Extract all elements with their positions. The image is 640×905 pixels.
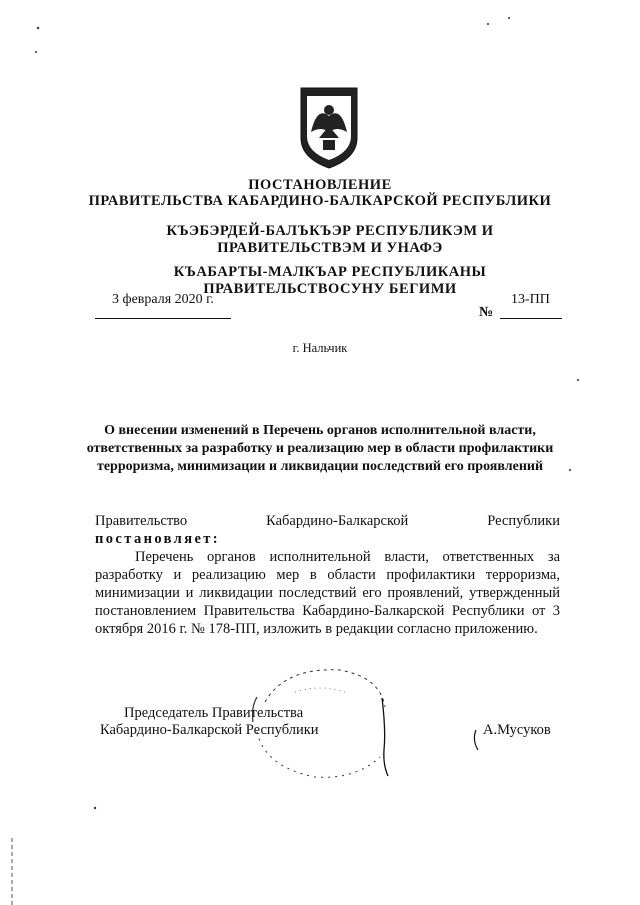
coat-of-arms-emblem <box>297 86 361 170</box>
signatory-position-line2: Кабардино-Балкарской Республики <box>100 722 319 738</box>
signatory-position-line1: Председатель Правительства <box>124 705 304 721</box>
number-underline <box>500 318 562 319</box>
date-underline <box>95 318 231 319</box>
document-title: О внесении изменений в Перечень органов исполнительной власти, ответственных за разработку и реализацию мер в области профилактики терроризма, минимизации и ликвидации последствий его проявлений <box>86 423 554 474</box>
document-type: ПОСТАНОВЛЕНИЕ <box>248 177 392 193</box>
body-resolves: постановляет: <box>95 531 221 547</box>
document-number: 13-ПП <box>511 292 550 307</box>
body-text: Перечень органов исполнительной власти, ответственных за разработку и реализацию мер в области профилактики терроризма, минимизации и ликвидации последствий его проявлений, утвержденный постановлением Правительства Кабардино-Балкарской Республики от 3 октября 2016 г. № 178-ПП, изложить в редакции согласно приложению. <box>95 549 560 637</box>
issuing-authority-balkar: КЪАБАРТЫ-МАЛКЪАР РЕСПУБЛИКАНЫ ПРАВИТЕЛЬСТВОСУНУ БЕГИМИ <box>173 264 487 297</box>
signatory-name: А.Мусуков <box>483 722 551 738</box>
document-date: 3 февраля 2020 г. <box>112 292 214 307</box>
issuing-authority: ПРАВИТЕЛЬСТВА КАБАРДИНО-БАЛКАРСКОЙ РЕСПУБЛИКИ <box>88 193 552 209</box>
number-sign: № <box>479 305 494 320</box>
handwritten-signature <box>372 690 484 780</box>
city: г. Нальчик <box>292 341 348 355</box>
body-intro: Правительство Кабардино-Балкарской Республики <box>95 513 560 529</box>
issuing-authority-kabardian: КЪЭБЭРДЕЙ-БАЛЪКЪЭР РЕСПУБЛИКЭМ И ПРАВИТЕЛЬСТВЭМ И УНАФЭ <box>166 223 494 256</box>
